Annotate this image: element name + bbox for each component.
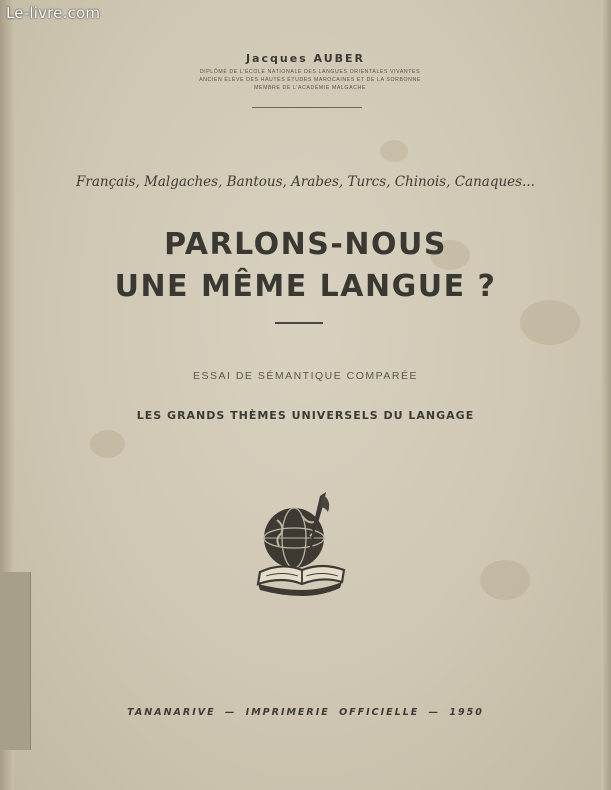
publisher-imprint: TANANARIVE — IMPRIMERIE OFFICIELLE — 1950 <box>127 707 484 718</box>
paper-stain <box>380 140 408 162</box>
paper-stain <box>90 430 125 458</box>
peoples-line: Français, Malgaches, Bantous, Arabes, Turcs, Chinois, Canaques... <box>76 174 535 190</box>
title-line-1: PARLONS-NOUS <box>164 227 447 262</box>
globe-book-quill-emblem <box>252 490 352 598</box>
author-credentials <box>160 68 460 92</box>
credential-line: MEMBRE DE L'ACADÉMIE MALGACHE <box>254 85 366 91</box>
credential-line: ANCIEN ÉLÈVE DES HAUTES ÉTUDES MAROCAINES ET DE LA SORBONNE <box>199 77 421 83</box>
site-watermark: Le-livre.com <box>6 4 101 22</box>
title-divider <box>275 322 323 324</box>
author-name: Jacques AUBER <box>245 52 366 65</box>
title-line-2: UNE MÊME LANGUE ? <box>114 269 497 304</box>
paper-stain <box>480 560 530 600</box>
cover-right-edge <box>601 0 611 790</box>
author-divider <box>252 107 362 108</box>
library-label-sticker <box>0 572 31 750</box>
book-title <box>0 224 611 308</box>
credential-line: DIPLÔMÉ DE L'ÉCOLE NATIONALE DES LANGUES ORIENTALES VIVANTES <box>199 69 421 75</box>
subtitle: ESSAI DE SÉMANTIQUE COMPARÉE <box>192 370 418 382</box>
series-title: LES GRANDS THÈMES UNIVERSELS DU LANGAGE <box>136 409 475 422</box>
